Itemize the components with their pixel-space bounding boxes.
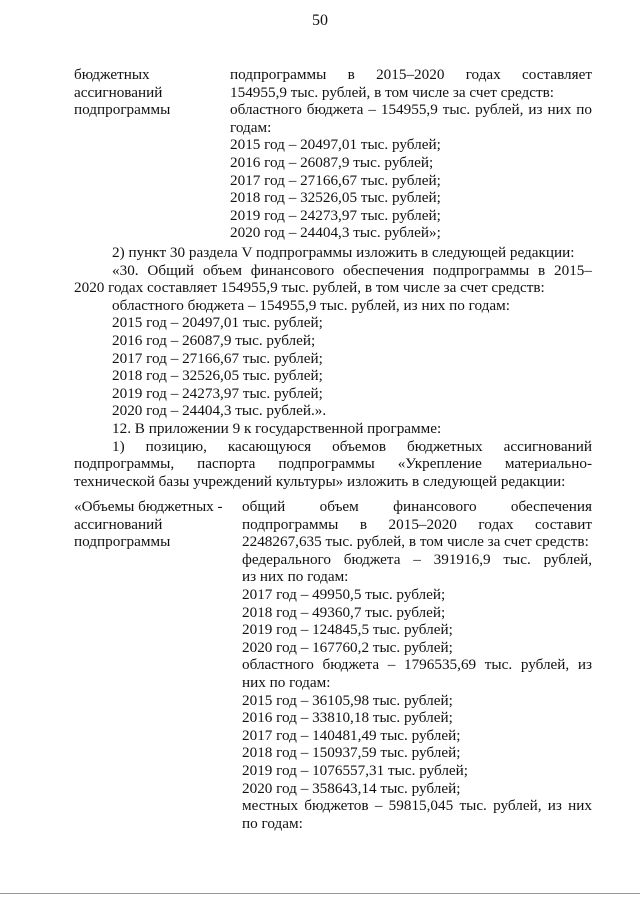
- paragraph-line: 2017 год – 27166,67 тыс. рублей;: [112, 349, 323, 367]
- value-line: подпрограммы в 2015–2020 годах составит: [242, 515, 592, 533]
- paragraph-line: 2016 год – 26087,9 тыс. рублей;: [112, 331, 316, 349]
- value-line: 2016 год – 26087,9 тыс. рублей;: [230, 153, 434, 171]
- page-number: 50: [312, 12, 328, 29]
- value-line: подпрограммы в 2015–2020 годах составляет: [230, 66, 592, 83]
- paragraph-line: 2) пункт 30 раздела V подпрограммы изложить в следующей редакции:: [112, 244, 575, 261]
- value-line: 2019 год – 124845,5 тыс. рублей;: [242, 621, 453, 639]
- budget-block-2: [74, 498, 592, 832]
- label-line: бюджетных: [74, 66, 150, 83]
- value-line: 2018 год – 150937,59 тыс. рублей;: [242, 744, 461, 762]
- page-bottom-rule: [0, 893, 640, 894]
- value-line: федерального бюджета – 391916,9 тыс. рублей,: [242, 550, 592, 568]
- budget-block-1: [74, 66, 592, 242]
- value-line: 2017 год – 140481,49 тыс. рублей;: [242, 726, 461, 744]
- budget-row: [74, 498, 592, 832]
- budget-row-values: [242, 498, 592, 832]
- paragraph-line: подпрограммы, паспорта подпрограммы «Укрепление материально-: [74, 455, 592, 473]
- label-line: ассигнований: [74, 83, 163, 101]
- value-line: областного бюджета – 154955,9 тыс. рублей, из них по: [230, 101, 592, 119]
- value-line: из них по годам:: [242, 568, 349, 586]
- paragraph-line: областного бюджета – 154955,9 тыс. рублей, из них по годам:: [112, 296, 510, 314]
- body-paragraphs: [74, 244, 592, 490]
- paragraph-line: 2020 годах составляет 154955,9 тыс. рублей, в том числе за счет средств:: [74, 279, 545, 297]
- budget-row-label: [74, 66, 234, 119]
- value-line: 2015 год – 36105,98 тыс. рублей;: [242, 691, 453, 709]
- value-line: 2016 год – 33810,18 тыс. рублей;: [242, 709, 453, 727]
- value-line: 2248267,635 тыс. рублей, в том числе за счет средств:: [242, 533, 589, 551]
- budget-row-label: [74, 498, 234, 551]
- label-line: «Объемы бюджетных -: [74, 498, 223, 515]
- value-line: 154955,9 тыс. рублей, в том числе за счет средств:: [230, 83, 555, 101]
- value-line: общий объем финансового обеспечения: [242, 498, 592, 515]
- value-line: 2015 год – 20497,01 тыс. рублей;: [230, 136, 441, 154]
- budget-row-values: [230, 66, 592, 242]
- value-line: областного бюджета – 1796535,69 тыс. рублей, из: [242, 656, 592, 674]
- paragraph-line: 2020 год – 24404,3 тыс. рублей.».: [112, 402, 327, 420]
- paragraph-line: технической базы учреждений культуры» изложить в следующей редакции:: [74, 472, 566, 490]
- value-line: 2019 год – 24273,97 тыс. рублей;: [230, 206, 441, 224]
- paragraph-line: 1) позицию, касающуюся объемов бюджетных ассигнований: [112, 437, 592, 455]
- value-line: местных бюджетов – 59815,045 тыс. рублей, из них: [242, 797, 592, 815]
- value-line: годам:: [230, 118, 272, 136]
- value-line: 2020 год – 167760,2 тыс. рублей;: [242, 638, 453, 656]
- value-line: 2019 год – 1076557,31 тыс. рублей;: [242, 761, 469, 779]
- paragraph-line: 2015 год – 20497,01 тыс. рублей;: [112, 314, 323, 332]
- label-line: подпрограммы: [74, 101, 171, 119]
- paragraph-line: 12. В приложении 9 к государственной программе:: [112, 419, 442, 437]
- paragraph-line: «30. Общий объем финансового обеспечения подпрограммы в 2015–: [112, 261, 592, 279]
- value-line: 2018 год – 49360,7 тыс. рублей;: [242, 603, 446, 621]
- value-line: 2017 год – 27166,67 тыс. рублей;: [230, 171, 441, 189]
- paragraph-line: 2018 год – 32526,05 тыс. рублей;: [112, 367, 323, 385]
- value-line: них по годам:: [242, 673, 331, 691]
- value-line: 2017 год – 49950,5 тыс. рублей;: [242, 585, 446, 603]
- paragraph-line: 2019 год – 24273,97 тыс. рублей;: [112, 384, 323, 402]
- label-line: ассигнований: [74, 515, 163, 533]
- value-line: 2020 год – 24404,3 тыс. рублей»;: [230, 224, 441, 242]
- value-line: 2020 год – 358643,14 тыс. рублей;: [242, 779, 461, 797]
- value-line: по годам:: [242, 814, 303, 832]
- value-line: 2018 год – 32526,05 тыс. рублей;: [230, 189, 441, 207]
- label-line: подпрограммы: [74, 533, 171, 551]
- budget-row: [74, 66, 592, 242]
